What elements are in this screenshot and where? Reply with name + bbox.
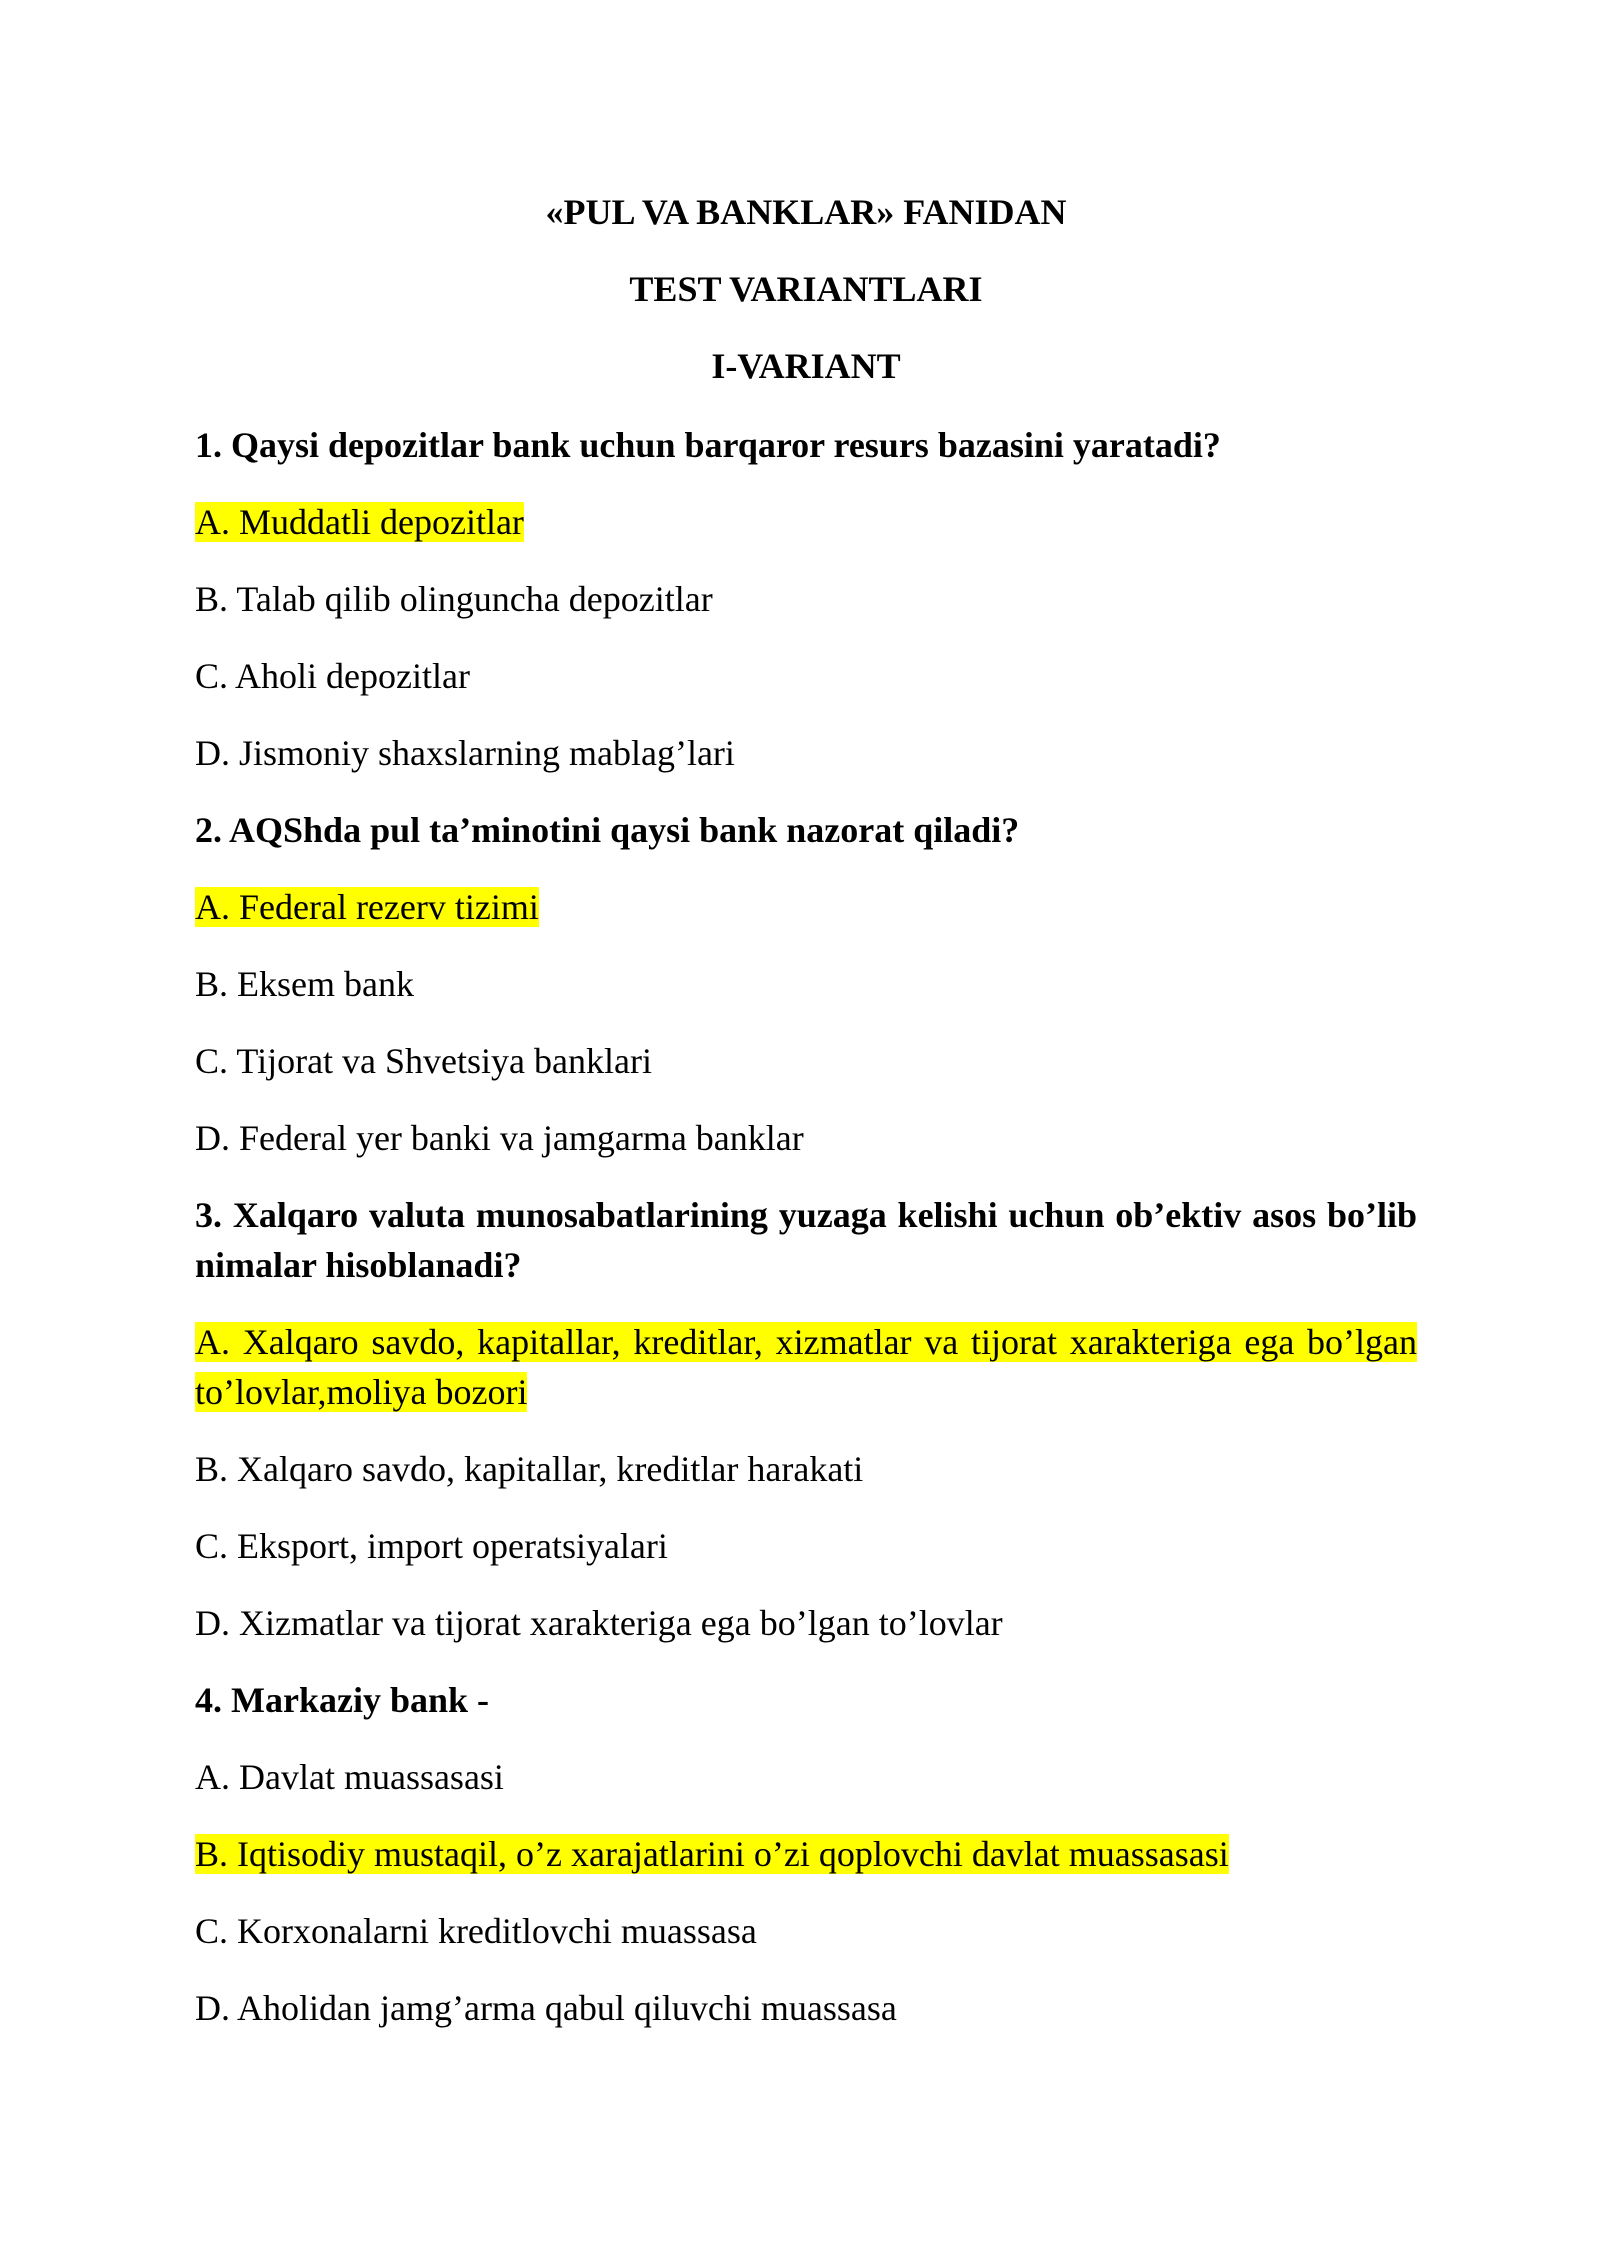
- answer-text: B. Eksem bank: [195, 964, 414, 1004]
- answer-option-c: [195, 1521, 1417, 1571]
- answer-option-b: [195, 1829, 1417, 1879]
- answer-option-a: [195, 1752, 1417, 1802]
- answer-text: C. Korxonalarni kreditlovchi muassasa: [195, 1911, 757, 1951]
- answer-option-d: [195, 1113, 1417, 1163]
- document-page: [195, 190, 1417, 2060]
- answer-option-d: [195, 1983, 1417, 2033]
- question-block-1: [195, 420, 1417, 778]
- answer-text: B. Talab qilib olinguncha depozitlar: [195, 579, 713, 619]
- question-text: 1. Qaysi depozitlar bank uchun barqaror resurs bazasini yaratadi?: [195, 425, 1221, 465]
- question-text: 3. Xalqaro valuta munosabatlarining yuzaga kelishi uchun ob’ektiv asos bo’lib nimalar hisoblanadi?: [195, 1195, 1417, 1285]
- answer-option-b: [195, 1444, 1417, 1494]
- document-title: «PUL VA BANKLAR» FANIDAN: [545, 192, 1067, 232]
- answer-text-highlighted: A. Federal rezerv tizimi: [195, 887, 539, 927]
- answer-text: D. Jismoniy shaxslarning mablag’lari: [195, 733, 735, 773]
- answer-option-c: [195, 651, 1417, 701]
- answer-text: D. Federal yer banki va jamgarma banklar: [195, 1118, 804, 1158]
- answer-text-highlighted: A. Muddatli depozitlar: [195, 502, 524, 542]
- answer-option-a: [195, 1317, 1417, 1417]
- answer-option-c: [195, 1906, 1417, 1956]
- answer-option-d: [195, 1598, 1417, 1648]
- answer-text: D. Xizmatlar va tijorat xarakteriga ega bo’lgan to’lovlar: [195, 1603, 1003, 1643]
- answer-text-highlighted: B. Iqtisodiy mustaqil, o’z xarajatlarini o’zi qoplovchi davlat muassasasi: [195, 1834, 1229, 1874]
- answer-text: D. Aholidan jamg’arma qabul qiluvchi muassasa: [195, 1988, 897, 2028]
- answer-option-b: [195, 574, 1417, 624]
- answer-text: B. Xalqaro savdo, kapitallar, kreditlar harakati: [195, 1449, 864, 1489]
- answer-text: C. Aholi depozitlar: [195, 656, 470, 696]
- document-subtitle: TEST VARIANTLARI: [629, 269, 983, 309]
- answer-option-a: [195, 882, 1417, 932]
- question-text: 2. AQShda pul ta’minotini qaysi bank nazorat qiladi?: [195, 810, 1020, 850]
- answer-text: A. Davlat muassasasi: [195, 1757, 504, 1797]
- answer-option-b: [195, 959, 1417, 1009]
- answer-option-a: [195, 497, 1417, 547]
- answer-text: C. Eksport, import operatsiyalari: [195, 1526, 668, 1566]
- question-block-2: [195, 805, 1417, 1163]
- answer-text: C. Tijorat va Shvetsiya banklari: [195, 1041, 652, 1081]
- variant-heading: I-VARIANT: [711, 346, 901, 386]
- answer-option-c: [195, 1036, 1417, 1086]
- question-text: 4. Markaziy bank -: [195, 1680, 490, 1720]
- answer-text-highlighted: A. Xalqaro savdo, kapitallar, kreditlar, xizmatlar va tijorat xarakteriga ega bo’lgan to’lovlar,moliya bozori: [195, 1322, 1417, 1412]
- question-block-3: [195, 1190, 1417, 1648]
- answer-option-d: [195, 728, 1417, 778]
- question-block-4: [195, 1675, 1417, 2033]
